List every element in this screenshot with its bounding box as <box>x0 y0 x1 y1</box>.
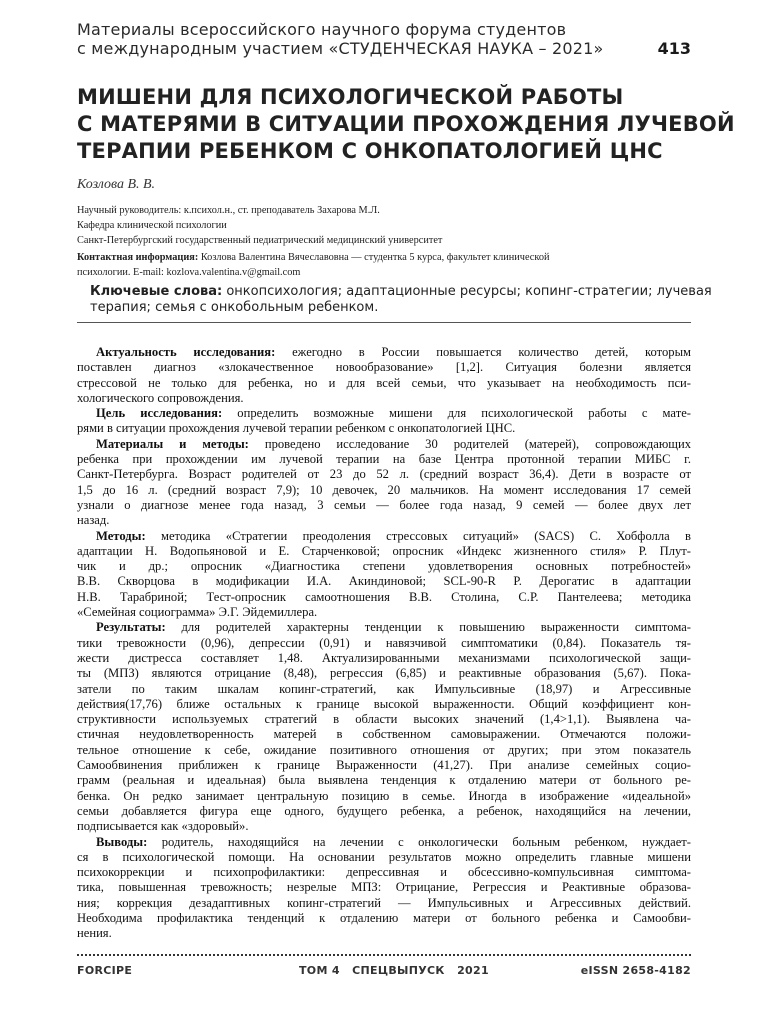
paragraph-line: затели по таким шкалам копинг-стратегий, как Импульсивные (18,97) и Агрессивные <box>77 681 691 696</box>
issn: eISSN 2658-4182 <box>580 964 691 977</box>
title-line: МИШЕНИ ДЛЯ ПСИХОЛОГИЧЕСКОЙ РАБОТЫ <box>77 85 624 109</box>
affiliation <box>77 203 691 248</box>
paragraph-line: Выводы: родитель, находящийся на лечении с онкологически больным ребенком, нуждает- <box>96 834 691 849</box>
header-line-2: с международным участием «СТУДЕНЧЕСКАЯ НАУКА – 2021» <box>77 39 604 58</box>
paragraph-line: узнали о диагнозе менее года назад, 3 семьи — более года назад, 9 семей — более двух лет <box>77 497 691 512</box>
section-label-relevance: Актуальность исследования: <box>96 345 276 359</box>
paragraph-line: Материалы и методы: проведено исследование 30 родителей (матерей), сопровождающих <box>96 436 691 451</box>
paragraph-line: стичная неудовлетворенность матерей в собственном самовыражении. Отмечаются положи- <box>77 727 691 742</box>
section-label-goal: Цель исследования: <box>96 406 223 421</box>
paragraph-line: тельное отношение к себе, ожидание позитивного отношения от других; при этом показатель <box>77 742 691 757</box>
running-header <box>77 20 691 58</box>
paragraph-line: тика, повышенная тревожность; незрелые МПЗ: Отрицание, Регрессия и Реактивные образова- <box>77 880 691 895</box>
paragraph-line: ния; коррекция дезадаптивных копинг-стратегий — Импульсивных и Агрессивных действий. <box>77 895 691 910</box>
paragraph-line: адаптации Н. Водопьяновой и Е. Старченковой; опросник «Индекс жизненного стиля» Р. Плут- <box>77 543 691 558</box>
author: Козлова В. В. <box>77 177 156 192</box>
paragraph-line: ты (МПЗ) являются отрицание (8,48), регрессия (6,85) и реактивные образования (5,67). Пока- <box>77 666 691 681</box>
paragraph-line: Результаты: для родителей характерны тенденции к повышению выраженности симптома- <box>96 620 691 635</box>
paragraph-line: ребенка при прохождении им лучевой терапии на базе Центра протонной терапии МИБС г. <box>77 452 691 467</box>
header-line-1: Материалы всероссийского научного форума студентов <box>77 20 567 39</box>
section-label-materials: Материалы и методы: <box>96 436 249 451</box>
affiliation-line: Санкт-Петербургский государственный педиатрический медицинский университет <box>77 235 443 246</box>
paragraph-line: бенка. Он редко занимает центральную позицию в семье. Иногда в изображение «идеальной» <box>77 788 691 803</box>
contact-info <box>77 250 691 280</box>
contact-label: Контактная информация: <box>77 252 199 263</box>
paragraph-line: Санкт-Петербурга. Возраст родителей от 23 до 52 л. (средний возраст 36,4). Дети в возрасте от <box>77 467 691 482</box>
paragraph-line: Н.В. Тарабриной; Тест-опросник самоотношения В.В. Столина, С.Р. Пантелеева; методика <box>77 589 691 604</box>
section-label-results: Результаты: <box>96 620 166 635</box>
paragraph-line: действия(17,76) ближе остальных к границе высокой выраженности. Общий коэффициент кон- <box>77 696 691 711</box>
title-line: ТЕРАПИИ РЕБЕНКОМ С ОНКОПАТОЛОГИЕЙ ЦНС <box>77 139 663 163</box>
paragraph-line: подписывается как «здоровый». <box>77 819 249 834</box>
keywords <box>90 284 712 316</box>
paragraph-line: рями в ситуации прохождения лучевой терапии ребенком с онкопатологией ЦНС. <box>77 421 516 436</box>
paragraph-line: грамм (реальная и идеальная) была выявлена тенденция к отдалению матери от больного ре- <box>77 773 691 788</box>
abstract-body <box>77 345 691 942</box>
paragraph-line: Необходима профилактика тенденций к отдалению матери от больного ребенка и Самообви- <box>77 910 691 925</box>
paragraph-line: Актуальность исследования: ежегодно в России повышается количество детей, которым <box>96 345 691 359</box>
paragraph-line: Самообвинения приближен к границе Выраженности (41,27). При анализе семейных социо- <box>77 758 691 773</box>
paragraph-line: стрессовой не только для ребенка, но и для всей семьи, что указывает на необходимость пси- <box>77 375 691 390</box>
paragraph-line: психокоррекции и психопрофилактики: депрессивная и обсессивно-компульсивная симптома- <box>77 865 691 880</box>
paragraph-line: 1,5 до 16 л. (средний возраст 7,9); 10 девочек, 20 мальчиков. На момент исследования 17 семей <box>77 482 691 497</box>
affiliation-line: Кафедра клинической психологии <box>77 220 227 231</box>
keywords-label: Ключевые слова: <box>90 284 223 299</box>
section-label-methods: Методы: <box>96 528 146 543</box>
paragraph-line: ся в психологической помощи. На основании результатов можно определить главные мишени <box>77 849 691 864</box>
contact-text: Козлова Валентина Вячеславовна — студентка 5 курса, факультет клинической <box>198 252 550 263</box>
paragraph-line: чик и др.; опросник «Диагностика степени удовлетворения основных потребностей» <box>77 559 691 574</box>
divider <box>77 322 691 323</box>
journal-name: FORCIPE <box>77 964 133 977</box>
paragraph-line: хологического сопровождения. <box>77 390 244 405</box>
footer-divider <box>77 954 691 956</box>
affiliation-line: Научный руководитель: к.психол.н., ст. преподаватель Захарова М.Л. <box>77 205 380 216</box>
paragraph-line: структивности используемых стратегий в области высоких значений (1,4>1,1). Выявлена ча- <box>77 712 691 727</box>
keywords-text: онкопсихология; адаптационные ресурсы; копинг-стратегии; лучевая <box>222 284 712 299</box>
paragraph-line: поставлен диагноз «злокачественное новообразование» [1,2]. Ситуация болезни является <box>77 360 691 375</box>
paragraph-line: тики тревожности (0,96), депрессии (0,91) и навязчивой симптоматики (0,84). Показатель тя- <box>77 635 691 650</box>
keywords-text: терапия; семья с онкобольным ребенком. <box>90 300 379 315</box>
volume-info: ТОМ 4 СПЕЦВЫПУСК 2021 <box>299 964 489 977</box>
paragraph-line: Методы: методика «Стратегии преодоления стрессовых ситуаций» (SACS) С. Хобфолла в <box>96 528 691 543</box>
paragraph-line: нения. <box>77 926 112 941</box>
paragraph-line: назад. <box>77 513 110 528</box>
paragraph-line: Цель исследования: определить возможные мишени для психологической работы с мате- <box>96 406 691 421</box>
paragraph-line: жести дистресса составляет 1,48. Актуализированными механизмами психологической защи- <box>77 650 691 665</box>
paragraph-line: семьи добавляется фигура еще одного, будущего ребенка, а ребенок, находящийся на лечении, <box>77 803 691 818</box>
page-number: 413 <box>657 39 691 58</box>
contact-text: психологии. E-mail: kozlova.valentina.v@gmail.com <box>77 267 301 278</box>
title-line: С МАТЕРЯМИ В СИТУАЦИИ ПРОХОЖДЕНИЯ ЛУЧЕВОЙ <box>77 112 735 136</box>
paragraph-line: «Семейная социограмма» Э.Г. Эйдемиллера. <box>77 605 318 620</box>
article-title <box>77 84 735 165</box>
paragraph-line: В.В. Скворцова в модификации И.А. Акиндиновой; SCL-90-R Р. Дерогатис в адаптации <box>77 574 691 589</box>
section-label-conclusions: Выводы: <box>96 834 148 849</box>
